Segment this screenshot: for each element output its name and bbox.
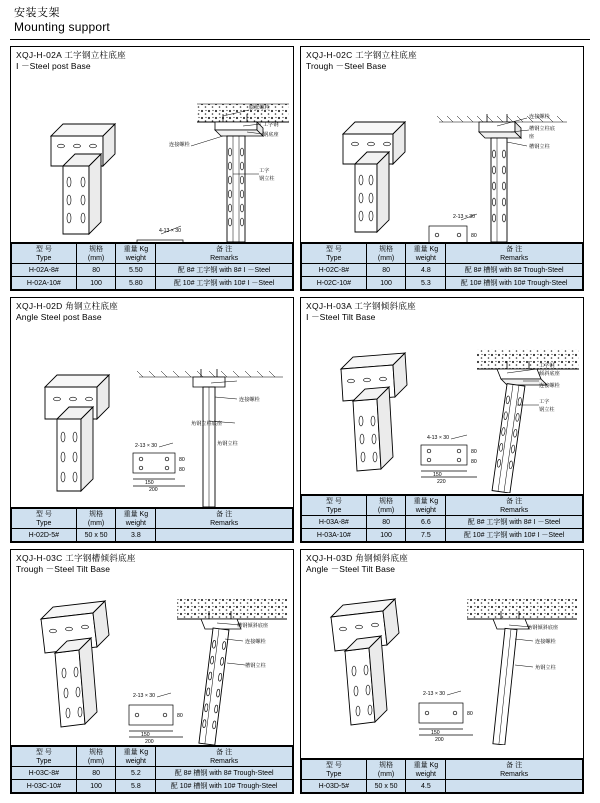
panel-title-en: Trough －Steel Base <box>306 61 387 71</box>
technical-drawing <box>11 74 293 243</box>
label-dim-200: 200 <box>149 487 158 493</box>
th-spec: 规格 (mm) <box>76 509 116 529</box>
cell-weight: 6.6 <box>406 516 446 529</box>
cell-weight: 4.5 <box>406 780 446 793</box>
label-connect-bolt: 连接螺栓 <box>239 397 260 403</box>
label-dim-200: 200 <box>435 737 444 743</box>
cell-type: H-02C-8# <box>302 264 367 277</box>
label-dim-150: 150 <box>141 732 150 738</box>
th-type: 型 号 Type <box>302 244 367 264</box>
table-row <box>302 264 583 277</box>
panel-xqj-h-02a <box>10 46 294 291</box>
th-spec: 规格 (mm) <box>366 760 406 780</box>
table-row <box>302 529 583 542</box>
label-i-steel: 工字钢 <box>263 122 279 128</box>
label-bolt-spec: 2-13 × 30 <box>423 691 446 697</box>
cell-type: H-03C-8# <box>12 767 77 780</box>
cell-weight: 3.8 <box>116 529 156 542</box>
label-dim-150: 150 <box>145 480 154 486</box>
spec-table <box>11 746 293 793</box>
panel-title <box>11 550 293 577</box>
label-channel-base-2: 座 <box>529 134 535 140</box>
label-dim-200: 200 <box>145 739 154 745</box>
technical-drawing <box>11 325 293 508</box>
panel-title <box>301 550 583 577</box>
th-type: 型 号 Type <box>12 509 77 529</box>
panel-title-cn: XQJ-H-02A 工字钢立柱底座 <box>16 50 126 60</box>
th-weight: 重量 Kg weight <box>116 509 156 529</box>
label-channel-tilt-base: 槽钢倾斜底座 <box>237 623 269 629</box>
spec-table <box>11 243 293 290</box>
cell-spec: 80 <box>366 264 406 277</box>
cell-weight: 5.3 <box>406 277 446 290</box>
technical-drawing <box>11 577 293 746</box>
drawing-svg <box>301 74 583 242</box>
technical-drawing <box>301 325 583 495</box>
cell-remarks: 配 10# 槽钢 with 10# Trough-Steel <box>446 277 583 290</box>
label-connect-bolt: 连接螺栓 <box>529 114 550 120</box>
table-row <box>12 767 293 780</box>
cell-remarks <box>446 780 583 793</box>
th-remarks: 备 注 Remarks <box>446 760 583 780</box>
drawing-svg <box>301 577 583 745</box>
th-spec: 规格 (mm) <box>76 244 116 264</box>
th-spec: 规格 (mm) <box>76 747 116 767</box>
cell-spec: 80 <box>366 516 406 529</box>
panel-title-en: Trough －Steel Tilt Base <box>16 564 111 574</box>
label-connect-bolt: 连接螺栓 <box>535 639 556 645</box>
label-channel-col: 槽钢立柱 <box>529 144 550 150</box>
table-row <box>12 780 293 793</box>
cell-spec: 80 <box>76 264 116 277</box>
table-row <box>302 277 583 290</box>
cell-type: H-02A-10# <box>12 277 77 290</box>
page-title-en: Mounting support <box>14 20 110 34</box>
label-connect-bolt: 连接螺栓 <box>245 639 266 645</box>
label-expansion-bolt: 膨胀螺栓 <box>249 105 270 111</box>
header-divider <box>10 39 590 40</box>
label-bolt-spec: 2-13 × 30 <box>133 693 156 699</box>
cell-remarks: 配 8# 槽钢 with 8# Trough-Steel <box>156 767 293 780</box>
cell-weight: 5.8 <box>116 780 156 793</box>
spec-table <box>11 508 293 542</box>
label-dim-220: 220 <box>437 479 446 485</box>
th-weight: 重量 Kg weight <box>116 747 156 767</box>
cell-spec: 100 <box>76 277 116 290</box>
label-dim-80: 80 <box>471 233 477 239</box>
label-i-col-2: 钢立柱 <box>259 176 275 182</box>
cell-remarks: 配 8# 工字钢 with 8# Ⅰ －Steel <box>446 516 583 529</box>
label-bolt-spec: 2-13 × 30 <box>453 214 476 220</box>
technical-drawing <box>301 577 583 759</box>
panel-xqj-h-03c <box>10 549 294 794</box>
panel-title <box>11 298 293 325</box>
panel-title-en: Angle －Steel Tilt Base <box>306 564 396 574</box>
label-bolt-spec: 4-13 × 30 <box>159 228 182 234</box>
label-channel-base-1: 槽钢立柱底 <box>529 126 555 132</box>
cell-spec: 100 <box>76 780 116 793</box>
label-connect-bolt: 连接螺栓 <box>539 383 560 389</box>
panel-title-en: Ⅰ －Steel Tilt Base <box>306 312 376 322</box>
panel-title <box>11 47 293 74</box>
cell-spec: 50 x 50 <box>366 780 406 793</box>
label-dim-80a: 80 <box>179 457 185 463</box>
cell-weight: 7.5 <box>406 529 446 542</box>
label-angle-base: 角钢立柱底座 <box>191 421 223 427</box>
cell-remarks <box>156 529 293 542</box>
th-type: 型 号 Type <box>12 747 77 767</box>
label-angle-col: 角钢立柱 <box>217 441 238 447</box>
panel-grid <box>10 46 590 794</box>
label-dim-150: 150 <box>433 472 442 478</box>
label-i-col-1: 工字 <box>259 168 270 174</box>
panel-title-cn: XQJ-H-02C 工字钢立柱底座 <box>306 50 417 60</box>
cell-type: H-03D-5# <box>302 780 367 793</box>
spec-table <box>301 495 583 542</box>
th-weight: 重量 Kg weight <box>406 760 446 780</box>
th-remarks: 备 注 Remarks <box>156 509 293 529</box>
drawing-svg <box>11 577 293 745</box>
page-header <box>10 6 590 35</box>
cell-type: H-03A-8# <box>302 516 367 529</box>
cell-type: H-03A-10# <box>302 529 367 542</box>
th-spec: 规格 (mm) <box>366 496 406 516</box>
label-dim-150: 150 <box>431 730 440 736</box>
th-type: 型 号 Type <box>302 496 367 516</box>
label-i-col-1: 工字 <box>539 399 550 405</box>
th-weight: 重量 Kg weight <box>406 496 446 516</box>
technical-drawing <box>301 74 583 243</box>
cell-remarks: 配 8# 工字钢 with 8# Ⅰ －Steel <box>156 264 293 277</box>
table-row <box>12 264 293 277</box>
cell-remarks: 配 10# 工字钢 with 10# Ⅰ －Steel <box>156 277 293 290</box>
label-dim-80: 80 <box>177 713 183 719</box>
cell-type: H-02D-5# <box>12 529 77 542</box>
th-type: 型 号 Type <box>302 760 367 780</box>
table-row <box>302 516 583 529</box>
cell-weight: 4.8 <box>406 264 446 277</box>
table-row <box>302 780 583 793</box>
label-connect-bolt: 连接螺栓 <box>169 142 190 148</box>
th-weight: 重量 Kg weight <box>116 244 156 264</box>
page-title-cn: 安装支架 <box>14 7 60 19</box>
cell-spec: 80 <box>76 767 116 780</box>
cell-weight: 5.50 <box>116 264 156 277</box>
panel-title <box>301 298 583 325</box>
panel-title <box>301 47 583 74</box>
label-angle-col: 角钢立柱 <box>535 665 556 671</box>
th-remarks: 备 注 Remarks <box>446 496 583 516</box>
drawing-svg <box>301 325 583 493</box>
label-channel-col: 槽钢立柱 <box>245 663 266 669</box>
cell-remarks: 配 10# 工字钢 with 10# Ⅰ －Steel <box>446 529 583 542</box>
table-row <box>12 277 293 290</box>
cell-type: H-03C-10# <box>12 780 77 793</box>
panel-xqj-h-03d <box>300 549 584 794</box>
th-type: 型 号 Type <box>12 244 77 264</box>
panel-title-cn: XQJ-H-03C 工字钢槽倾斜底座 <box>16 553 136 563</box>
drawing-svg <box>11 325 293 507</box>
drawing-svg <box>11 74 293 242</box>
cell-spec: 100 <box>366 277 406 290</box>
label-dim-80b: 80 <box>471 459 477 465</box>
th-remarks: 备 注 Remarks <box>156 747 293 767</box>
panel-title-cn: XQJ-H-02D 角钢立柱底座 <box>16 301 119 311</box>
spec-table <box>301 243 583 290</box>
label-dim-80a: 80 <box>471 449 477 455</box>
label-tilt-base: 倾斜底座 <box>539 371 560 377</box>
cell-spec: 50 x 50 <box>76 529 116 542</box>
panel-title-cn: XQJ-H-03A 工字钢倾斜底座 <box>306 301 416 311</box>
cell-remarks: 配 8# 槽钢 with 8# Trough-Steel <box>446 264 583 277</box>
label-steel-base: 钢底座 <box>263 132 279 138</box>
cell-type: H-02A-8# <box>12 264 77 277</box>
label-i-steel: 工字钢 <box>539 363 555 369</box>
th-remarks: 备 注 Remarks <box>446 244 583 264</box>
th-spec: 规格 (mm) <box>366 244 406 264</box>
th-remarks: 备 注 Remarks <box>156 244 293 264</box>
cell-remarks: 配 10# 槽钢 with 10# Trough-Steel <box>156 780 293 793</box>
panel-title-cn: XQJ-H-03D 角钢倾斜底座 <box>306 553 409 563</box>
cell-type: H-02C-10# <box>302 277 367 290</box>
th-weight: 重量 Kg weight <box>406 244 446 264</box>
cell-weight: 5.80 <box>116 277 156 290</box>
label-dim-80: 80 <box>467 711 473 717</box>
cell-weight: 5.2 <box>116 767 156 780</box>
panel-xqj-h-02d <box>10 297 294 543</box>
label-bolt-spec: 2-13 × 30 <box>135 443 158 449</box>
table-row <box>12 529 293 542</box>
panel-xqj-h-02c <box>300 46 584 291</box>
panel-title-en: Ⅰ －Steel post Base <box>16 61 91 71</box>
panel-title-en: Angle Steel post Base <box>16 312 102 322</box>
cell-spec: 100 <box>366 529 406 542</box>
label-dim-80b: 80 <box>179 467 185 473</box>
spec-table <box>301 759 583 793</box>
label-angle-tilt-base: 角钢倾斜底座 <box>527 625 559 631</box>
label-i-col-2: 钢立柱 <box>539 407 555 413</box>
label-bolt-spec: 4-13 × 30 <box>427 435 450 441</box>
panel-xqj-h-03a <box>300 297 584 543</box>
